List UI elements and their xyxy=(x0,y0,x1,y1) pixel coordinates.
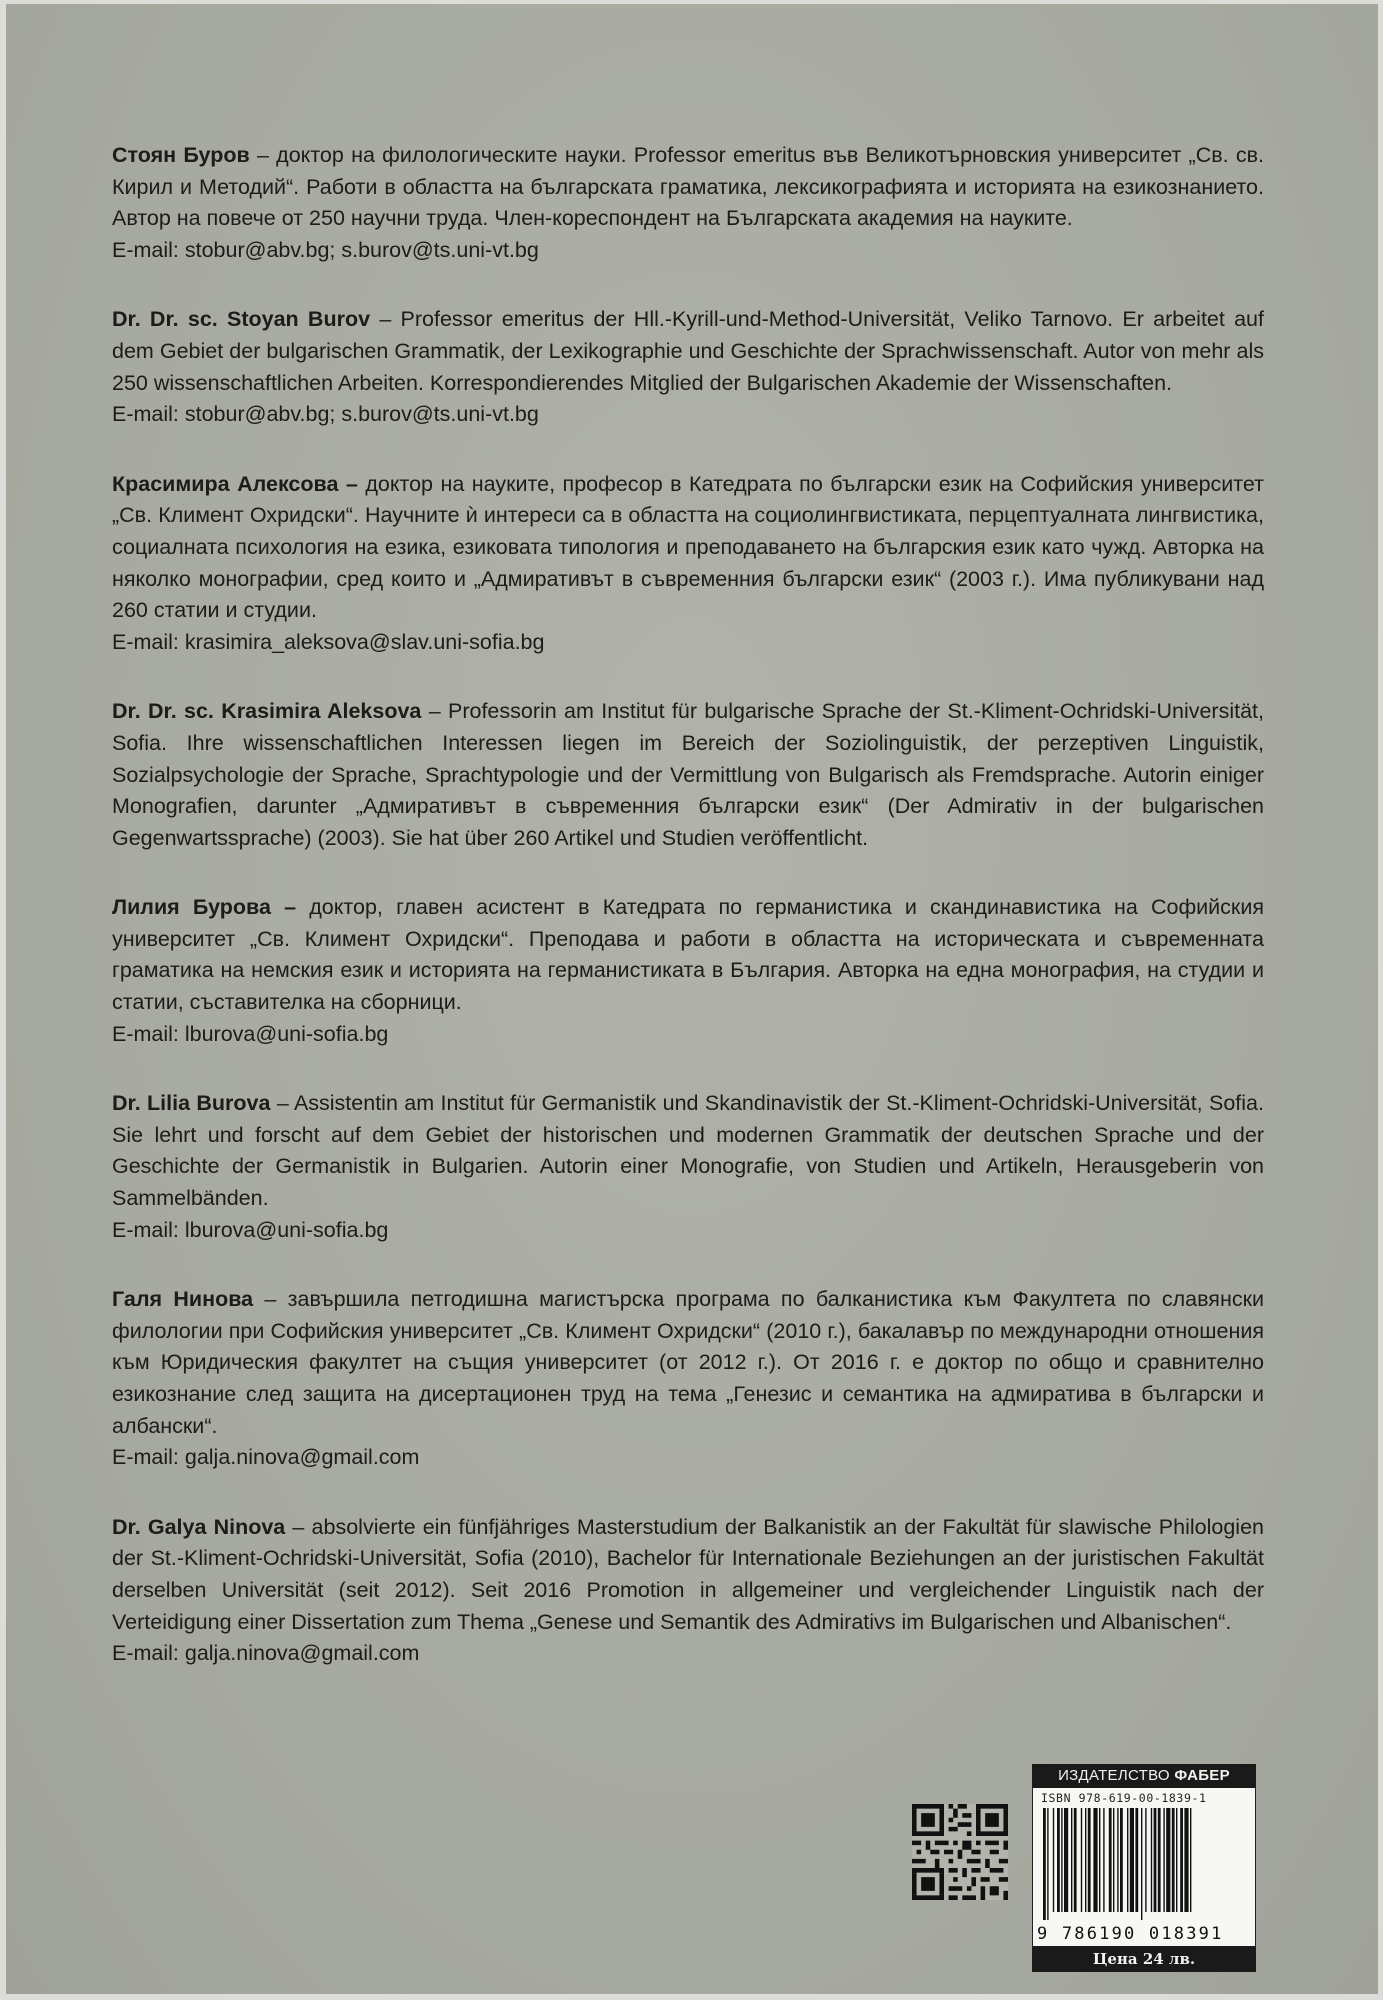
bio-paragraph xyxy=(112,469,1264,627)
bio-paragraph xyxy=(112,140,1264,235)
barcode-bar xyxy=(1176,1808,1177,1912)
barcode-icon xyxy=(1039,1808,1249,1920)
bio-lilia-burova-bg xyxy=(112,892,1264,1050)
bio-paragraph xyxy=(112,1284,1264,1442)
bio-galya-ninova-bg xyxy=(112,1284,1264,1474)
author-email: E-mail: lburova@uni-sofia.bg xyxy=(112,1217,389,1242)
barcode-bar xyxy=(1047,1808,1048,1920)
bio-paragraph xyxy=(112,304,1264,399)
bio-krasimira-aleksova-de xyxy=(112,696,1264,854)
barcode-bar xyxy=(1141,1808,1142,1920)
bio-stoyan-burov-bg xyxy=(112,140,1264,266)
bio-text: – absolvierte ein fünfjähriges Masterstudium der Balkanistik an der Fakultät für slawische Philologien der St.-Kliment-Ochridski-Universität, Sofia (2010), Bachelor für Internationale Beziehungen an der juristischen Fakultät derselben Universität (seit 2012). Seit 2016 Promotion in allgemeiner und vergleichender Linguistik nach der Verteidigung einer Dissertation zum Thema „Genese und Semantik des Admirativs im Bulgarischen und Albanischen“. xyxy=(112,1514,1264,1634)
bio-lilia-burova-de xyxy=(112,1088,1264,1246)
bio-paragraph xyxy=(112,1088,1264,1214)
bio-paragraph xyxy=(112,892,1264,1018)
barcode-bar xyxy=(1127,1808,1128,1912)
barcode-bar xyxy=(1053,1808,1054,1912)
barcode-bar xyxy=(1154,1808,1157,1912)
bio-stoyan-burov-de xyxy=(112,304,1264,430)
bio-krasimira-aleksova-bg xyxy=(112,469,1264,659)
barcode-bar xyxy=(1113,1808,1114,1912)
publisher-label-prefix: ИЗДАТЕЛСТВО xyxy=(1058,1767,1175,1784)
author-bios xyxy=(112,140,1264,1708)
barcode-box xyxy=(1032,1788,1256,1946)
bio-text: доктор на науките, професор в Катедрата по български език на Софийския университет „Св. Климент Охридски“. Научните ѝ интереси са в областта на социолингвистиката, перцептуалната лингвистика, социалната психология на езика, езиковата типология и преподаването на българския език като чужд. Авторка на няколко монографии, сред които и „Адмиративът в съвременния български език“ (2003 г.). Има публикувани над 260 статии и студии. xyxy=(112,471,1264,623)
author-email: E-mail: stobur@abv.bg; s.burov@ts.uni-vt.bg xyxy=(112,237,539,262)
qr-code-icon xyxy=(912,1804,1008,1900)
bio-paragraph xyxy=(112,696,1264,854)
barcode-bar xyxy=(1043,1808,1046,1920)
barcode-bar xyxy=(1130,1808,1134,1912)
barcode-bar xyxy=(1071,1808,1072,1912)
barcode-bar xyxy=(1064,1808,1068,1912)
publisher-barcode-block xyxy=(1032,1764,1256,1972)
bio-text: – Professorin am Institut für bulgarische Sprache der St.-Kliment-Ochridski-Universität, Sofia. Ihre wissenschaftlichen Interessen liegen im Bereich der Soziolinguistik, der perzeptiven Linguistik, Sozialpsychologie der Sprache, Sprachtypologie und der Vermittlung von Bulgarisch als Fremdsprache. Autorin einiger Monografien, darunter „Адмиративът в съвременния български език“ (Der Admirativ in der bulgarischen Gegenwartssprache) (2003). Sie hat über 260 Artikel und Studien veröffentlicht. xyxy=(112,699,1264,850)
barcode-bar xyxy=(1057,1808,1060,1912)
publisher-name: ФАБЕР xyxy=(1174,1767,1230,1784)
author-name: Dr. Galya Ninova xyxy=(112,1514,286,1539)
barcode-bar xyxy=(1093,1808,1097,1912)
bio-text: – завършила петгодишна магистърска програма по балканистика към Факултета по славянски филологии при Софийския университет „Св. Климент Охридски“ (2010 г.), бакалавър по международни отношения към Юридическия факултет на същия университет (от 2012 г.). От 2016 г. е доктор по общо и сравнително езикознание след защита на дисертационен труд на тема „Генезис и семантика на адмиратива в български и албански“. xyxy=(112,1287,1264,1438)
barcode-bar xyxy=(1074,1808,1077,1912)
bio-text: – Professor emeritus der Hll.-Kyrill-und-Method-Universität, Veliko Tarnovo. Er arbeitet auf dem Gebiet der bulgarischen Grammatik, der Lexikographie und Geschichte der Sprachwissenschaft. Autor von mehr als 250 wissenschaftlichen Arbeiten. Korrespondierendes Mitglied der Bulgarischen Akademie der Wissenschaften. xyxy=(112,307,1264,395)
barcode-bar xyxy=(1166,1808,1170,1912)
barcode-bar xyxy=(1135,1808,1138,1912)
barcode-bar xyxy=(1120,1808,1123,1912)
bio-paragraph xyxy=(112,1512,1264,1638)
author-name: Dr. Dr. sc. Stoyan Burov xyxy=(112,307,371,332)
author-name: Галя Нинова xyxy=(112,1287,254,1312)
bio-galya-ninova-de xyxy=(112,1512,1264,1670)
author-email: E-mail: lburova@uni-sofia.bg xyxy=(112,1021,389,1046)
author-name: Красимира Алексова – xyxy=(112,471,358,496)
ean-digits: 9 786190 018391 xyxy=(1037,1924,1224,1944)
barcode-bar xyxy=(1180,1808,1183,1912)
barcode-bar xyxy=(1151,1808,1152,1912)
back-cover xyxy=(6,4,1378,1994)
author-name: Лилия Бурова – xyxy=(112,895,297,920)
barcode-bar xyxy=(1163,1808,1164,1912)
barcode-bar xyxy=(1190,1808,1191,1912)
barcode-bar xyxy=(1184,1808,1188,1912)
barcode-bar xyxy=(1088,1808,1091,1912)
author-email: E-mail: galja.ninova@gmail.com xyxy=(112,1641,420,1666)
barcode-bar xyxy=(1158,1808,1161,1912)
publisher-label xyxy=(1032,1764,1256,1788)
barcode-bar xyxy=(1099,1808,1100,1912)
barcode-bar xyxy=(1172,1808,1175,1912)
barcode-bar xyxy=(1117,1808,1118,1912)
author-name: Dr. Lilia Burova xyxy=(112,1091,271,1116)
price-label: Цена 24 лв. xyxy=(1032,1946,1256,1972)
isbn-number: ISBN 978-619-00-1839-1 xyxy=(1041,1791,1207,1805)
barcode-bar xyxy=(1109,1808,1112,1912)
author-name: Dr. Dr. sc. Krasimira Aleksova xyxy=(112,699,422,724)
author-email: E-mail: krasimira_aleksova@slav.uni-sofia.bg xyxy=(112,629,545,654)
barcode-bar xyxy=(1085,1808,1086,1912)
bio-text: – доктор на филологическите науки. Professor emeritus във Великотърновския университет „Св. св. Кирил и Методий“. Работи в областта на българската граматика, лексикографията и историята на езикознанието. Автор на повече от 250 научни труда. Член-кореспондент на Българската академия на науките. xyxy=(112,143,1264,231)
author-email: E-mail: stobur@abv.bg; s.burov@ts.uni-vt.bg xyxy=(112,402,539,427)
author-name: Стоян Буров xyxy=(112,143,250,167)
bio-text: – Assistentin am Institut für Germanistik und Skandinavistik der St.-Kliment-Ochridski-Universität, Sofia. Sie lehrt und forscht auf dem Gebiet der historischen und modernen Grammatik der deutschen Sprache und der Geschichte der Germanistik in Bulgarien. Autorin einer Monografie, von Studien und Artikeln, Herausgeberin von Sammelbänden. xyxy=(112,1091,1264,1211)
barcode-bar xyxy=(1081,1808,1082,1912)
barcode-bar xyxy=(1061,1808,1062,1912)
barcode-bar xyxy=(1145,1808,1146,1912)
barcode-bar xyxy=(1103,1808,1104,1912)
bio-text: доктор, главен асистент в Катедрата по германистика и скандинавистика на Софийския университет „Св. Климент Охридски“. Преподава и работи в областта на историческата и съвременната граматика на немския език и историята на германистиката в България. Авторка на една монография, на студии и статии, съставителка на сборници. xyxy=(112,895,1264,1015)
author-email: E-mail: galja.ninova@gmail.com xyxy=(112,1445,420,1470)
